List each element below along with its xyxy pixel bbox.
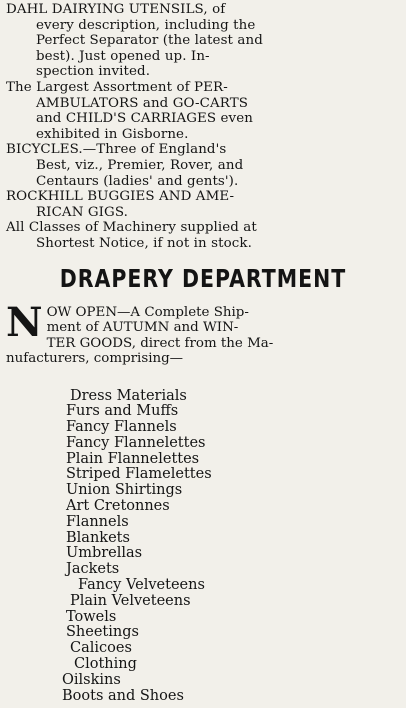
- goods-item: Boots and Shoes: [62, 687, 184, 704]
- line: Perfect Separator (the latest and: [36, 33, 263, 49]
- goods-item: Striped Flamelettes: [66, 466, 212, 483]
- drop-cap: N: [6, 298, 43, 346]
- line: ment of AUTUMN and WIN-: [46, 320, 239, 335]
- line: Shortest Notice, if not in stock.: [36, 235, 252, 251]
- goods-item: Fancy Flannels: [66, 419, 177, 436]
- goods-item: Calicoes: [70, 640, 132, 657]
- line: OW OPEN—A Complete Ship-: [46, 304, 249, 320]
- line: TER GOODS, direct from the Ma-: [46, 335, 274, 351]
- goods-item: Oilskins: [62, 671, 121, 688]
- goods-item: Jackets: [66, 561, 120, 578]
- line: DAHL DAIRYING UTENSILS, of: [6, 2, 226, 17]
- line: AMBULATORS and GO-CARTS: [36, 95, 249, 111]
- line: and CHILD'S CARRIAGES even: [36, 111, 253, 127]
- goods-item: Plain Flannelettes: [66, 450, 200, 467]
- paragraph-machinery: [6, 220, 400, 251]
- paragraph-bicycles: [6, 142, 400, 189]
- goods-item: Fancy Velveteens: [78, 577, 205, 594]
- line: All Classes of Machinery supplied at: [6, 220, 257, 236]
- line: best). Just opened up. In-: [36, 48, 210, 64]
- line: nufacturers, comprising—: [6, 351, 184, 366]
- goods-item: Clothing: [74, 656, 137, 673]
- goods-item: Fancy Flannelettes: [66, 434, 206, 451]
- line: Centaurs (ladies' and gents').: [36, 173, 239, 189]
- goods-item: Flannels: [66, 513, 129, 530]
- line: The Largest Assortment of PER-: [6, 79, 228, 95]
- line: exhibited in Gisborne.: [36, 126, 189, 142]
- goods-item: Union Shirtings: [66, 482, 183, 499]
- line: every description, including the: [36, 17, 256, 33]
- goods-item: Sheetings: [66, 624, 139, 641]
- paragraph-perambulators: [6, 80, 400, 142]
- line: ROCKHILL BUGGIES AND AME-: [6, 189, 235, 205]
- goods-item: Art Cretonnes: [66, 498, 170, 515]
- line: Best, viz., Premier, Rover, and: [36, 157, 244, 173]
- section-header: DRAPERY DEPARTMENT: [59, 263, 347, 293]
- goods-item: Umbrellas: [66, 545, 143, 562]
- goods-list: [62, 389, 400, 705]
- goods-item: Plain Velveteens: [70, 592, 191, 609]
- paragraph-dairying-utensils: [6, 2, 400, 80]
- intro-paragraph: [6, 298, 400, 367]
- goods-item: Dress Materials: [70, 387, 187, 404]
- line: BICYCLES.—Three of England's: [6, 142, 227, 158]
- line: RICAN GIGS.: [36, 204, 128, 220]
- goods-item: Furs and Muffs: [66, 403, 179, 420]
- goods-item: Blankets: [66, 529, 130, 546]
- goods-item: Towels: [66, 608, 117, 625]
- paragraph-buggies: [6, 189, 400, 220]
- top-paragraphs: [6, 2, 400, 252]
- line: spection invited.: [36, 64, 151, 80]
